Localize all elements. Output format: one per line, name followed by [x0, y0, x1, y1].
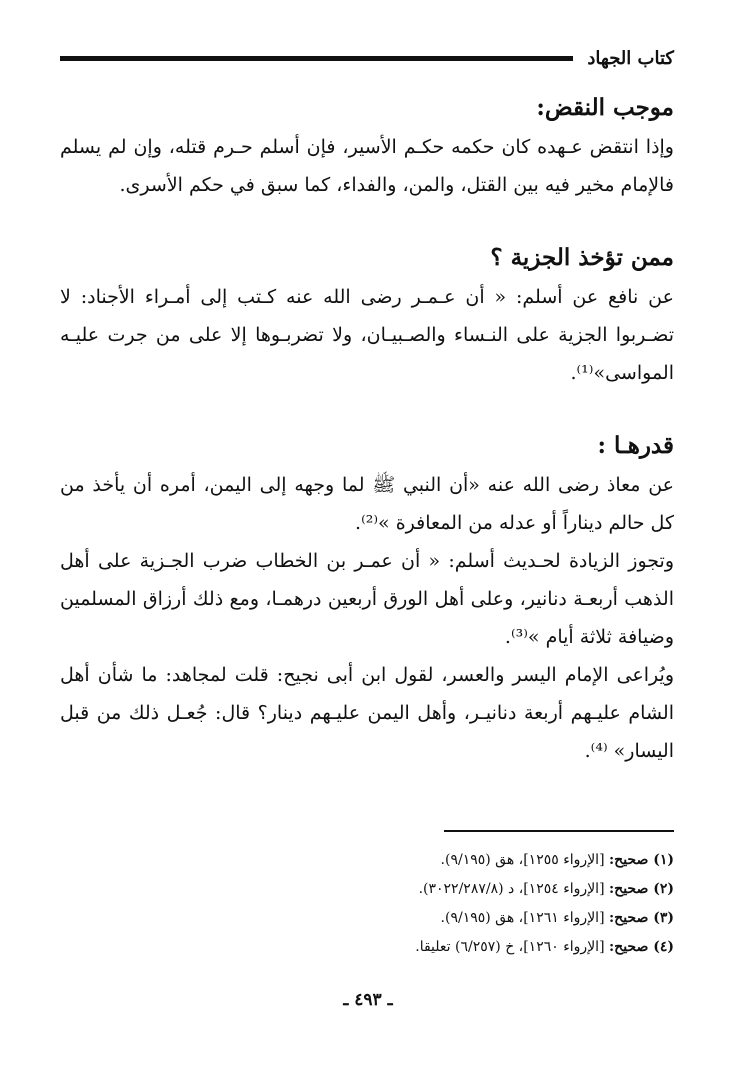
footnote-text: [الإرواء ١٢٥٥]، هق (٩/١٩٥). [440, 852, 605, 868]
section-naqd [60, 88, 674, 204]
page-number: ـ ٤٩٣ ـ [343, 990, 393, 1010]
footnote [60, 875, 674, 904]
section-amount [60, 426, 674, 770]
section-heading: موجب النقض: [536, 94, 674, 121]
footnote-text: [الإرواء ١٢٦١]، هق (٩/١٩٥). [440, 910, 605, 926]
footnote [60, 904, 674, 933]
footnotes [60, 846, 674, 962]
paragraph: وتجوز الزيادة لحـديث أسلم: « أن عمـر بن الخطاب ضرب الجـزية على أهل الذهب أربعـة دنانير، وعلى أهل الورق أربعين درهمـا، ومع ذلك أرزاق المسلمين وضيافة ثلاثة أيام »⁽³⁾. [60, 550, 674, 648]
footnote-label: (١) صحيح: [608, 852, 674, 868]
footnote [60, 846, 674, 875]
paragraph: عن نافع عن أسلم: « أن عـمـر رضى الله عنه كـتب إلى أمـراء الأجناد: لا تضـربوا الجزية على النـساء والصـبيـان، ولا تضربـوها إلا على من جرت عليـه المواسى»⁽¹⁾. [60, 286, 674, 384]
footnote-rule [444, 830, 674, 832]
footnote [60, 933, 674, 962]
paragraph: عن معاذ رضى الله عنه «أن النبي ﷺ لما وجهه إلى اليمن، أمره أن يأخذ من كل حالم ديناراً أو عدله من المعافرة »⁽²⁾. [60, 474, 674, 534]
footnote-text: [الإرواء ١٢٥٤]، د (٣٠٢٢/٢٨٧/٨). [418, 881, 605, 897]
section-heading: ممن تؤخذ الجزية ؟ [490, 244, 674, 271]
page-body [60, 88, 674, 804]
footnote-label: (٤) صحيح: [608, 939, 674, 955]
section-who-pays-jizya [60, 238, 674, 392]
running-title: كتاب الجهاد [587, 47, 674, 69]
paragraph: ويُراعى الإمام اليسر والعسر، لقول ابن أبى نجيح: قلت لمجاهد: ما شأن أهل الشام عليـهم أربعة دنانيـر، وأهل اليمن عليـهم دينار؟ قال: جُعـل ذلك من قبل اليسار» ⁽⁴⁾. [60, 664, 674, 762]
footnote-text: [الإرواء ١٢٦٠]، خ (٦/٢٥٧) تعليقا. [415, 939, 605, 955]
header-rule [60, 56, 573, 61]
section-heading: قدرهـا : [597, 432, 674, 459]
paragraph: وإذا انتقض عـهده كان حكمه حكـم الأسير، فإن أسلم حـرم قتله، وإن لم يسلم فالإمام مخير فيه بين القتل، والمن، والفداء، كما سبق في حكم الأسرى. [60, 136, 674, 196]
footnote-label: (٣) صحيح: [608, 910, 674, 926]
footnote-label: (٢) صحيح: [608, 881, 674, 897]
running-header [60, 38, 674, 78]
